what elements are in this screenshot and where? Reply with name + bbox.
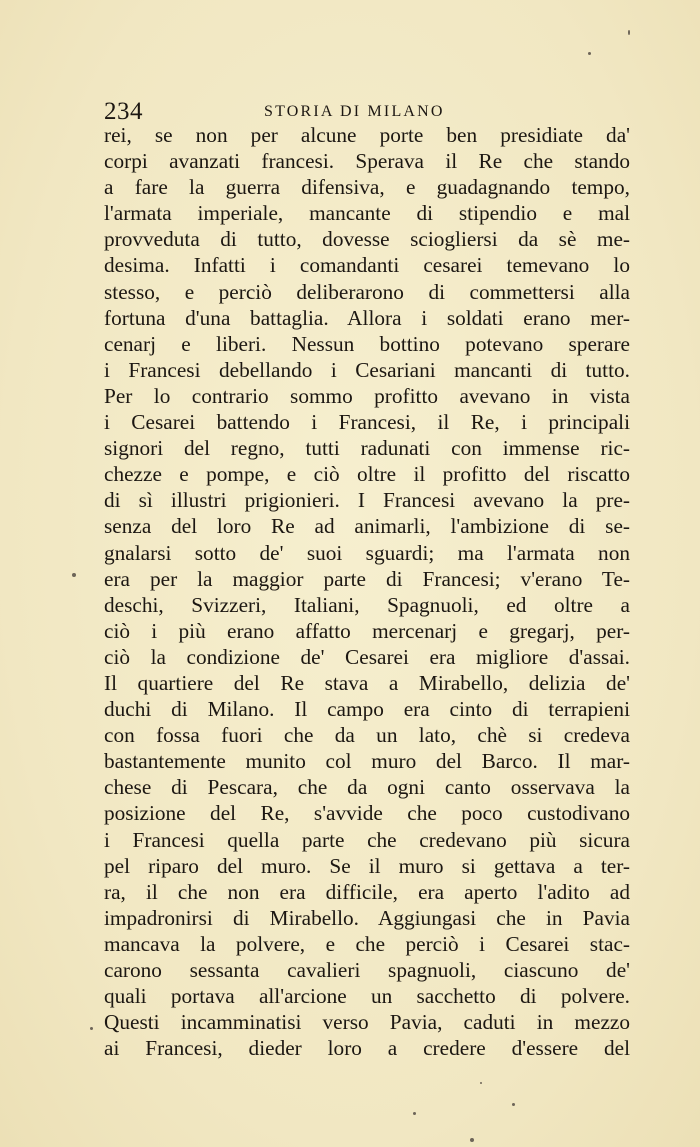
text-line: mancava la polvere, e che perciò i Cesarei stac- xyxy=(104,931,630,956)
paper-speck xyxy=(470,1138,474,1142)
text-line: i Francesi quella parte che credevano più sicura xyxy=(104,827,630,852)
text-line: duchi di Milano. Il campo era cinto di terrapieni xyxy=(104,697,630,722)
text-line: Il quartiere del Re stava a Mirabello, delizia de' xyxy=(104,670,630,695)
text-line: stesso, e perciò deliberarono di commettersi alla xyxy=(104,279,630,304)
text-line: quali portava all'arcione un sacchetto di polvere. xyxy=(104,984,630,1009)
text-line: rei, se non per alcune porte ben presidiate da' xyxy=(104,123,630,147)
text-line: cenarj e liberi. Nessun bottino potevano sperare xyxy=(104,331,630,356)
paper-speck xyxy=(628,30,630,35)
text-line: Per lo contrario sommo profitto avevano in vista xyxy=(104,383,630,408)
text-line: posizione del Re, s'avvide che poco custodivano xyxy=(104,801,630,826)
text-line: i Cesarei battendo i Francesi, il Re, i principali xyxy=(104,410,630,435)
text-line: era per la maggior parte di Francesi; v'erano Te- xyxy=(104,566,630,591)
text-line: deschi, Svizzeri, Italiani, Spagnuoli, ed oltre a xyxy=(104,592,630,617)
paper-speck xyxy=(90,1027,93,1030)
text-line: chezze e pompe, e ciò oltre il profitto del riscatto xyxy=(104,462,630,487)
text-line: l'armata imperiale, mancante di stipendio e mal xyxy=(104,201,630,226)
text-line: provveduta di tutto, dovesse sciogliersi da sè me- xyxy=(104,227,630,252)
text-line: con fossa fuori che da un lato, chè si credeva xyxy=(104,723,630,748)
text-line: bastantemente munito col muro del Barco. Il mar- xyxy=(104,749,630,774)
text-line: corpi avanzati francesi. Sperava il Re che stando xyxy=(104,149,630,174)
paper-speck xyxy=(480,1082,482,1084)
paper-speck xyxy=(512,1103,515,1106)
paper-speck xyxy=(72,573,76,577)
paper-speck xyxy=(588,52,591,55)
text-line: impadronirsi di Mirabello. Aggiungasi che in Pavia xyxy=(104,905,630,930)
text-line: ai Francesi, dieder loro a credere d'essere del xyxy=(104,1036,630,1061)
text-line: desima. Infatti i comandanti cesarei temevano lo xyxy=(104,253,630,278)
text-line: Questi incamminatisi verso Pavia, caduti in mezzo xyxy=(104,1010,630,1035)
text-line: ra, il che non era difficile, era aperto l'adito ad xyxy=(104,879,630,904)
text-line: chese di Pescara, che da ogni canto osservava la xyxy=(104,775,630,800)
text-line: gnalarsi sotto de' suoi sguardi; ma l'armata non xyxy=(104,540,630,565)
text-line: signori del regno, tutti radunati con immense ric- xyxy=(104,436,630,461)
running-title: STORIA DI MILANO xyxy=(264,103,445,120)
text-line: senza del loro Re ad animarli, l'ambizione di se- xyxy=(104,514,630,539)
text-line: pel riparo del muro. Se il muro si gettava a ter- xyxy=(104,853,630,878)
text-line: i Francesi debellando i Cesariani mancanti di tutto. xyxy=(104,357,630,382)
body-text xyxy=(104,122,630,1061)
page-number: 234 xyxy=(104,98,143,125)
text-line: fortuna d'una battaglia. Allora i soldati erano mer- xyxy=(104,305,630,330)
text-line: ciò i più erano affatto mercenarj e gregarj, per- xyxy=(104,618,630,643)
text-line: carono sessanta cavalieri spagnuoli, ciascuno de' xyxy=(104,958,630,982)
text-line: a fare la guerra difensiva, e guadagnando tempo, xyxy=(104,175,630,200)
text-line: di sì illustri prigionieri. I Francesi avevano la pre- xyxy=(104,488,630,513)
paper-speck xyxy=(413,1112,416,1115)
text-line: ciò la condizione de' Cesarei era migliore d'assai. xyxy=(104,644,630,669)
